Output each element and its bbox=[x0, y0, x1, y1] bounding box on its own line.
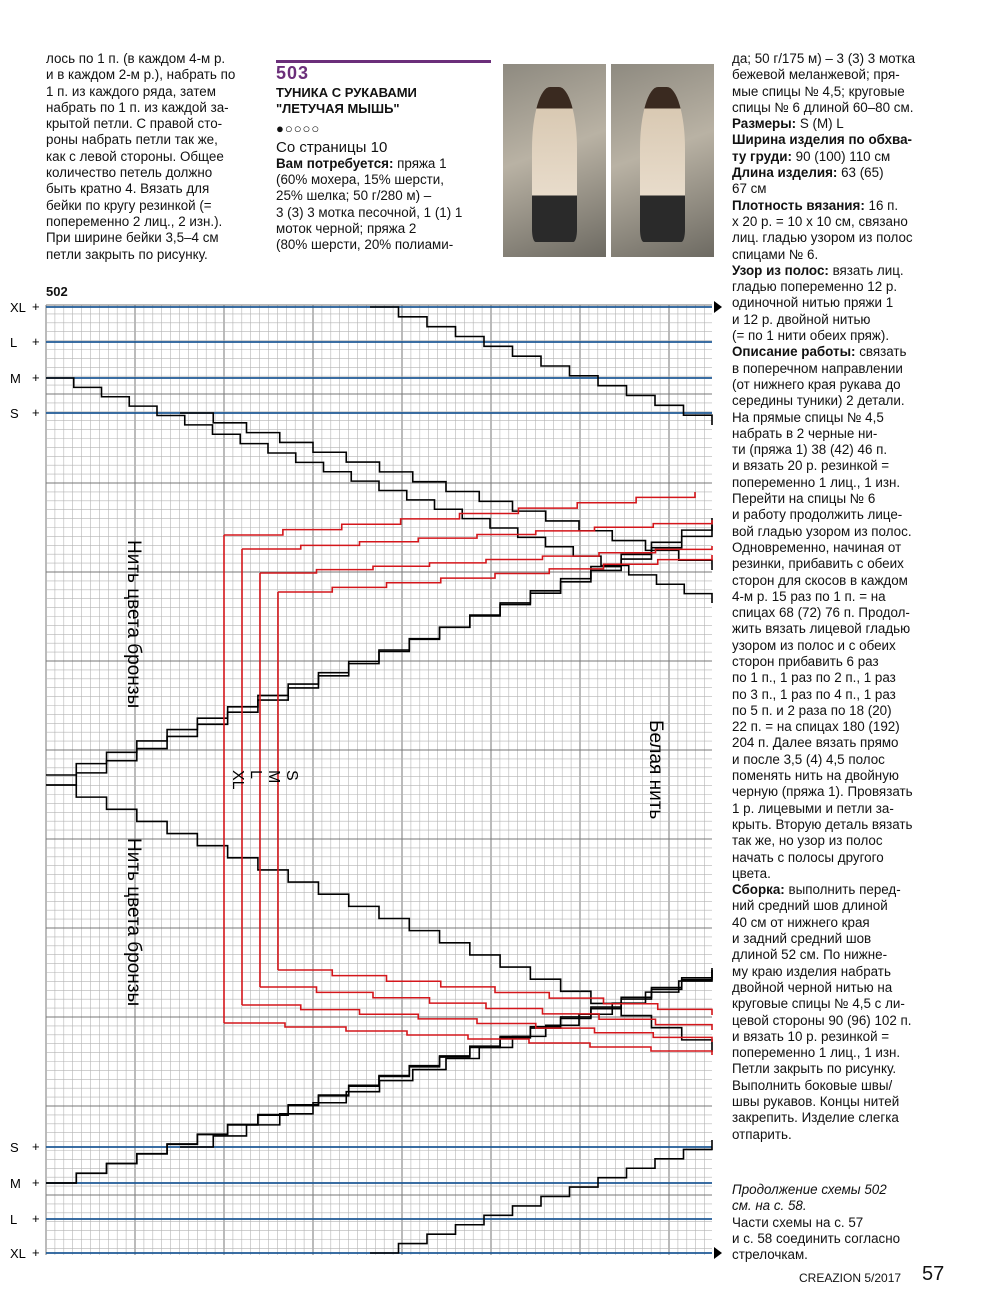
right-text-line bbox=[732, 132, 942, 148]
left-text-line: набрать по 1 п. из каждой за- bbox=[46, 99, 229, 115]
label-bronze-bottom: Нить цвета бронзы bbox=[123, 838, 144, 1007]
body-text: (= по 1 нити обеих пряж). bbox=[732, 328, 890, 344]
body-text: связать bbox=[855, 344, 907, 360]
right-text-line bbox=[732, 507, 942, 523]
right-text-line bbox=[732, 344, 942, 360]
body-text: 22 п. = на спицах 180 (192) bbox=[732, 719, 900, 735]
body-text: швы рукавов. Концы нитей bbox=[732, 1094, 900, 1109]
right-text-line bbox=[732, 817, 942, 833]
body-text: и работу продолжить лице- bbox=[732, 507, 903, 523]
right-text-line bbox=[732, 1013, 942, 1029]
body-text: попеременно 1 лиц., 1 изн. bbox=[732, 474, 901, 490]
body-text: 67 см bbox=[732, 181, 767, 197]
pattern-number: 503 bbox=[276, 60, 491, 81]
arrow-right-icon bbox=[714, 301, 722, 313]
footer-note-italic-2: см. на с. 58. bbox=[732, 1198, 807, 1214]
arrow-right-icon bbox=[714, 1247, 722, 1259]
body-text: лиц. гладью узором из полос bbox=[732, 230, 913, 246]
step-line bbox=[224, 1023, 712, 1055]
photo-front-view bbox=[611, 64, 714, 257]
heading-label: Узор из полос: bbox=[732, 262, 829, 278]
materials bbox=[276, 156, 496, 254]
right-text-line bbox=[732, 393, 942, 409]
right-text-line bbox=[732, 980, 942, 996]
body-text: жить вязать лицевой гладью bbox=[732, 621, 911, 637]
body-text: мые спицы № 4,5; круговые bbox=[732, 83, 905, 99]
right-text-line bbox=[732, 654, 942, 670]
step-line bbox=[370, 1140, 712, 1253]
right-text-line bbox=[732, 931, 942, 947]
plus-mark: + bbox=[32, 1245, 40, 1260]
size-label: S bbox=[10, 1140, 19, 1155]
body-text: сторон для скосов в каждом bbox=[732, 572, 908, 588]
left-text-line: При ширине бейки 3,5–4 см bbox=[46, 230, 219, 246]
body-text: закрепить. Изделие слегка bbox=[732, 1110, 899, 1126]
size-label-rotated: S bbox=[283, 770, 300, 781]
right-text-line bbox=[732, 1110, 942, 1126]
footer-note-1: Части схемы на с. 57 bbox=[732, 1214, 864, 1230]
right-text-line bbox=[732, 116, 942, 132]
right-text-line bbox=[732, 410, 942, 426]
left-text-column bbox=[46, 51, 271, 263]
materials-line: (80% шерсти, 20% полиами- bbox=[276, 237, 454, 253]
right-text-line bbox=[732, 833, 942, 849]
body-text: Петли закрыть по рисунку. bbox=[732, 1061, 897, 1077]
right-text-line bbox=[732, 263, 942, 279]
right-text-line bbox=[732, 312, 942, 328]
materials-line: (60% мохера, 15% шерсти, bbox=[276, 172, 444, 188]
body-text: цевой стороны 90 (96) 102 п. bbox=[732, 1012, 912, 1028]
right-text-line bbox=[732, 100, 942, 116]
right-text-line bbox=[732, 996, 942, 1012]
body-text: и после 3,5 (4) 4,5 полос bbox=[732, 751, 885, 767]
from-page: Со страницы 10 bbox=[276, 138, 388, 156]
size-label-rotated: M bbox=[265, 770, 282, 784]
right-text-line bbox=[732, 670, 942, 686]
heading-label: Описание работы: bbox=[732, 344, 856, 360]
footer-note bbox=[732, 1182, 942, 1263]
right-text-line bbox=[732, 426, 942, 442]
size-label-rotated: L bbox=[247, 770, 264, 779]
right-text-line bbox=[732, 1045, 942, 1061]
right-text-line bbox=[732, 768, 942, 784]
right-text-line bbox=[732, 556, 942, 572]
page-number: 57 bbox=[922, 1263, 945, 1285]
heading-label: Сборка: bbox=[732, 882, 785, 898]
body-text: цвета. bbox=[732, 865, 771, 881]
right-text-line bbox=[732, 165, 942, 181]
knitting-chart bbox=[0, 290, 740, 1270]
right-text-line bbox=[732, 1078, 942, 1094]
left-text-line: быть кратно 4. Вязать для bbox=[46, 181, 210, 197]
right-text-line bbox=[732, 67, 942, 83]
body-text: x 20 р. = 10 x 10 см, связано bbox=[732, 213, 908, 229]
left-text-line: лось по 1 п. (в каждом 4-м р. bbox=[46, 51, 226, 66]
body-text: черную (пряжа 1). Провязать bbox=[732, 784, 913, 800]
body-text: попеременно 1 лиц., 1 изн. bbox=[732, 1045, 901, 1061]
size-label: M bbox=[10, 1176, 21, 1191]
heading-label: Размеры: bbox=[732, 116, 797, 132]
body-text: Одновременно, начиная от bbox=[732, 539, 902, 555]
size-label: XL bbox=[10, 300, 26, 315]
step-lines bbox=[46, 307, 712, 1253]
label-bronze-top: Нить цвета бронзы bbox=[123, 540, 144, 709]
size-label: S bbox=[10, 406, 19, 421]
right-text-line bbox=[732, 328, 942, 344]
left-text-line: как с левой стороны. Общее bbox=[46, 148, 224, 164]
right-text-line bbox=[732, 621, 942, 637]
body-text: по 3 п., 1 раз по 4 п., 1 раз bbox=[732, 686, 896, 702]
right-text-line bbox=[732, 181, 942, 197]
right-text-line bbox=[732, 230, 942, 246]
body-text: бежевой меланжевой; пря- bbox=[732, 67, 900, 83]
pattern-title-line1: ТУНИКА С РУКАВАМИ bbox=[276, 85, 417, 101]
body-text: 40 см от нижнего края bbox=[732, 914, 870, 930]
right-text-line bbox=[732, 589, 942, 605]
size-label: L bbox=[10, 1212, 18, 1227]
body-text: середины туники) 2 детали. bbox=[732, 393, 905, 409]
right-text-line bbox=[732, 491, 942, 507]
right-text-line bbox=[732, 458, 942, 474]
body-text: по 5 п. и 2 раза по 18 (20) bbox=[732, 702, 892, 718]
right-text-line bbox=[732, 214, 942, 230]
body-text: 204 п. Далее вязать прямо bbox=[732, 735, 899, 751]
size-lines bbox=[46, 307, 712, 1253]
right-text-line bbox=[732, 475, 942, 491]
right-text-line bbox=[732, 540, 942, 556]
right-text-line bbox=[732, 149, 942, 165]
left-text-line: и в каждом 2-м р.), набрать по bbox=[46, 67, 236, 83]
body-text: резинки, прибавить с обеих bbox=[732, 556, 904, 572]
materials-line: пряжа 1 bbox=[393, 155, 447, 171]
body-text: S (M) L bbox=[796, 116, 844, 132]
body-text: вязать лиц. bbox=[828, 262, 904, 278]
right-text-line bbox=[732, 573, 942, 589]
right-text-column bbox=[732, 51, 942, 1143]
right-text-line bbox=[732, 605, 942, 621]
plus-mark: + bbox=[32, 405, 40, 420]
right-text-line bbox=[732, 1127, 942, 1143]
body-text: вой гладью узором из полос. bbox=[732, 523, 912, 539]
materials-line: моток черной; пряжа 2 bbox=[276, 221, 417, 237]
body-text: по 1 п., 1 раз по 2 п., 1 раз bbox=[732, 670, 896, 686]
right-text-line bbox=[732, 703, 942, 719]
pattern-header bbox=[276, 60, 496, 254]
right-text-line bbox=[732, 84, 942, 100]
plus-mark: + bbox=[32, 370, 40, 385]
body-text: гладью попеременно 12 р. bbox=[732, 279, 898, 295]
right-text-line bbox=[732, 198, 942, 214]
left-text-line: 1 п. из каждого ряда, затем bbox=[46, 83, 216, 99]
right-text-line bbox=[732, 51, 942, 67]
heading-label: Ширина изделия по обхва- bbox=[732, 132, 912, 148]
left-text-line: петли закрыть по рисунку. bbox=[46, 246, 208, 262]
right-text-line bbox=[732, 866, 942, 882]
right-text-line bbox=[732, 524, 942, 540]
right-text-line bbox=[732, 1094, 942, 1110]
right-text-line bbox=[732, 735, 942, 751]
plus-mark: + bbox=[32, 299, 40, 314]
step-line bbox=[278, 555, 712, 592]
body-text: На прямые спицы № 4,5 bbox=[732, 409, 884, 425]
body-text: крыть. Вторую деталь вязать bbox=[732, 816, 913, 832]
materials-line: 3 (3) 3 мотка песочной, 1 (1) 1 bbox=[276, 204, 463, 220]
right-text-line bbox=[732, 801, 942, 817]
heading-label: Плотность вязания: bbox=[732, 197, 865, 213]
chart-labels bbox=[10, 299, 722, 1261]
right-text-line bbox=[732, 377, 942, 393]
left-text-line: количество петель должно bbox=[46, 165, 213, 181]
body-text: начать с полосы другого bbox=[732, 849, 884, 865]
plus-mark: + bbox=[32, 1211, 40, 1226]
heading-label: ту груди: bbox=[732, 148, 792, 164]
body-text: выполнить перед- bbox=[784, 882, 901, 898]
body-text: 90 (100) 110 см bbox=[791, 148, 891, 164]
left-text-line: крытой петли. С правой сто- bbox=[46, 116, 223, 132]
body-text: спицы № 6 длиной 60–80 см. bbox=[732, 99, 914, 115]
right-text-line bbox=[732, 898, 942, 914]
materials-label: Вам потребуется: bbox=[276, 155, 394, 171]
pattern-title-line2: "ЛЕТУЧАЯ МЫШЬ" bbox=[276, 101, 400, 117]
body-text: набрать в 2 черные ни- bbox=[732, 425, 878, 441]
body-text: длиной 52 см. По нижне- bbox=[732, 947, 888, 963]
body-text: 63 (65) bbox=[837, 165, 884, 181]
right-text-line bbox=[732, 947, 942, 963]
right-text-line bbox=[732, 915, 942, 931]
body-text: Выполнить боковые швы/ bbox=[732, 1077, 893, 1093]
size-label: M bbox=[10, 371, 21, 386]
body-text: и вязать 10 р. резинкой = bbox=[732, 1028, 890, 1044]
left-text-line: бейки по кругу резинкой (= bbox=[46, 197, 212, 213]
materials-line: 25% шелка; 50 г/280 м) – bbox=[276, 188, 432, 204]
heading-label: Длина изделия: bbox=[732, 165, 838, 181]
body-text: ти (пряжа 1) 38 (42) 46 п. bbox=[732, 442, 888, 458]
body-text: 1 р. лицевыми и петли за- bbox=[732, 800, 894, 816]
body-text: круговые спицы № 4,5 с ли- bbox=[732, 996, 905, 1012]
size-label: XL bbox=[10, 1246, 26, 1261]
size-label: L bbox=[10, 335, 18, 350]
left-text-line: роны набрать петли так же, bbox=[46, 132, 218, 148]
body-text: ний средний шов длиной bbox=[732, 898, 888, 914]
body-text: спицах 68 (72) 76 п. Продол- bbox=[732, 605, 910, 621]
right-text-line bbox=[732, 784, 942, 800]
left-text-line: попеременно 2 лиц., 2 изн.). bbox=[46, 213, 223, 229]
body-text: 16 п. bbox=[864, 197, 899, 213]
body-text: в поперечном направлении bbox=[732, 360, 903, 376]
right-text-line bbox=[732, 295, 942, 311]
right-text-line bbox=[732, 361, 942, 377]
right-text-line bbox=[732, 279, 942, 295]
right-text-line bbox=[732, 442, 942, 458]
right-text-line bbox=[732, 687, 942, 703]
body-text: Перейти на спицы № 6 bbox=[732, 491, 876, 507]
magazine-name: CREAZION 5/2017 bbox=[799, 1271, 902, 1285]
body-text: спицами № 6. bbox=[732, 246, 819, 262]
difficulty-dots: ●○○○○ bbox=[276, 121, 321, 137]
photo-back-view bbox=[503, 64, 606, 257]
body-text: му краю изделия набрать bbox=[732, 963, 891, 979]
body-text: 4-м р. 15 раз по 1 п. = на bbox=[732, 588, 886, 604]
step-line bbox=[370, 307, 712, 425]
right-text-line bbox=[732, 719, 942, 735]
body-text: да; 50 г/175 м) – 3 (3) 3 мотка bbox=[732, 51, 916, 66]
body-text: сторон прибавить 6 раз bbox=[732, 653, 879, 669]
body-text: узором из полос и с обеих bbox=[732, 637, 896, 653]
plus-mark: + bbox=[32, 334, 40, 349]
body-text: и 12 р. двойной нитью bbox=[732, 311, 871, 327]
right-text-line bbox=[732, 850, 942, 866]
body-text: и вязать 20 р. резинкой = bbox=[732, 458, 890, 474]
plus-mark: + bbox=[32, 1139, 40, 1154]
step-line bbox=[46, 525, 712, 775]
footer-note-3: стрелочкам. bbox=[732, 1247, 808, 1263]
size-label-rotated: XL bbox=[229, 770, 246, 790]
footer-note-2: и с. 58 соединить согласно bbox=[732, 1230, 901, 1246]
chart-grid bbox=[46, 305, 712, 1255]
right-text-line bbox=[732, 964, 942, 980]
body-text: и задний средний шов bbox=[732, 931, 872, 947]
body-text: двойной черной нитью на bbox=[732, 979, 893, 995]
body-text: (от нижнего края рукава до bbox=[732, 376, 901, 392]
right-text-line bbox=[732, 1061, 942, 1077]
body-text: одиночной нитью пряжи 1 bbox=[732, 295, 894, 311]
footer-note-italic-1: Продолжение схемы 502 bbox=[732, 1182, 887, 1197]
right-text-line bbox=[732, 882, 942, 898]
right-text-line bbox=[732, 247, 942, 263]
right-text-line bbox=[732, 752, 942, 768]
right-text-line bbox=[732, 1029, 942, 1045]
body-text: поменять нить на двойную bbox=[732, 768, 899, 784]
label-white: Белая нить bbox=[645, 720, 666, 820]
body-text: отпарить. bbox=[732, 1126, 792, 1142]
plus-mark: + bbox=[32, 1175, 40, 1190]
body-text: так же, но узор из полос bbox=[732, 833, 883, 849]
right-text-line bbox=[732, 638, 942, 654]
chart-number: 502 bbox=[46, 284, 68, 299]
